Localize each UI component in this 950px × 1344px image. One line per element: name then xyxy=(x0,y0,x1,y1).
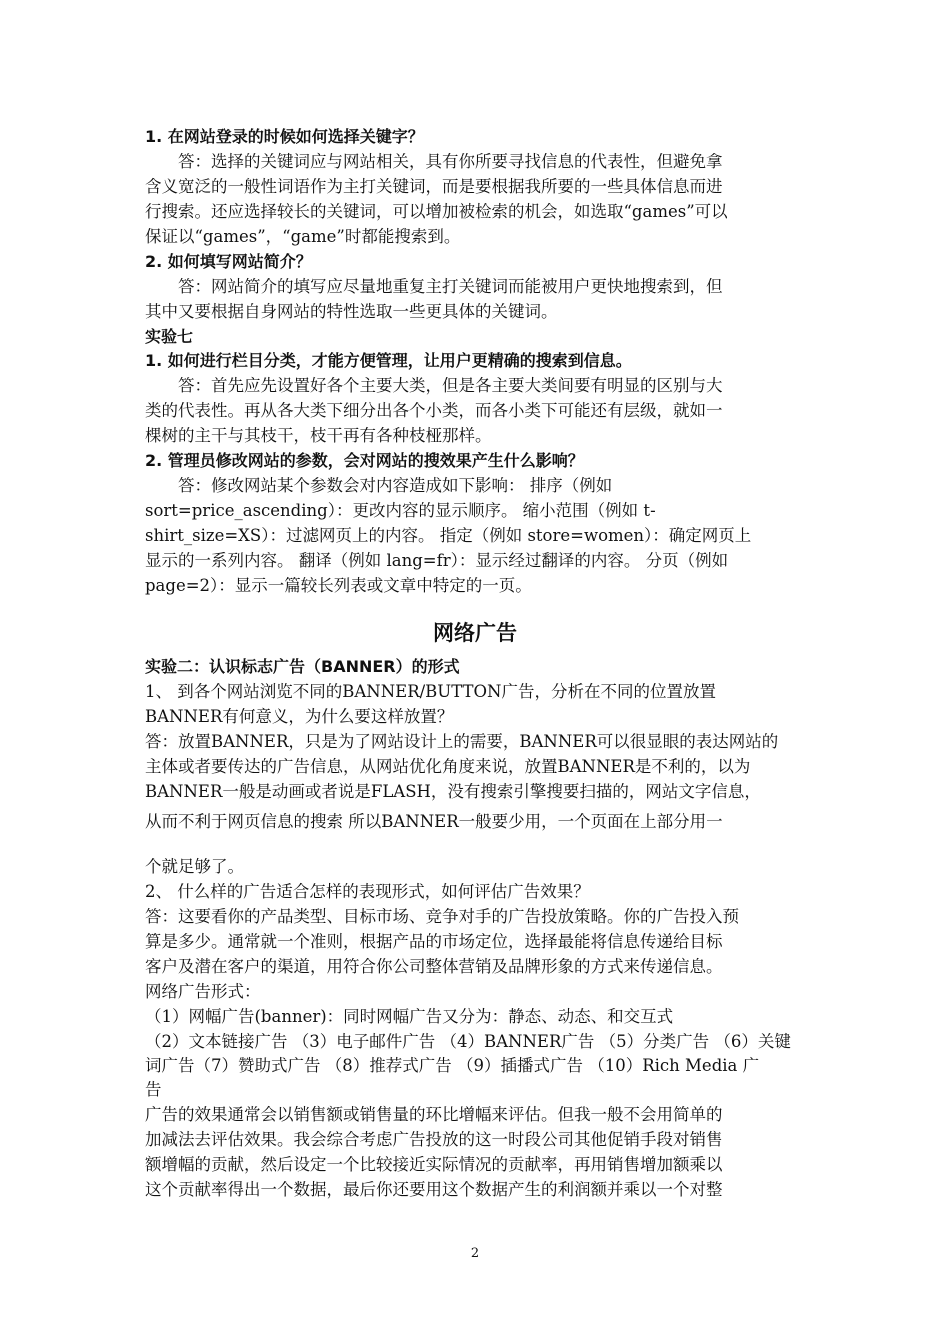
question-heading: 1. 在网站登录的时候如何选择关键字？ xyxy=(145,127,424,146)
answer-text: 从而不利于网页信息的搜索 所以BANNER一般要少用，一个页面在上部分用一 xyxy=(145,812,723,831)
answer-text: 答：选择的关键词应与网站相关，具有你所要寻找信息的代表性，但避免拿 xyxy=(178,152,723,171)
page-number: 2 xyxy=(470,1246,480,1261)
answer-text: 告 xyxy=(145,1080,162,1099)
answer-text: （2）文本链接广告 （3）电子邮件广告 （4）BANNER广告 （5）分类广告 （6）关键 xyxy=(145,1032,791,1051)
experiment-heading: 实验二：认识标志广告（BANNER）的形式 xyxy=(145,657,460,676)
answer-text: 类的代表性。再从各大类下细分出各个小类，而各小类下可能还有层级，就如一 xyxy=(145,401,723,420)
answer-text: 这个贡献率得出一个数据，最后你还要用这个数据产生的利润额并乘以一个对整 xyxy=(145,1180,723,1199)
question-heading: 2. 管理员修改网站的参数，会对网站的搜效果产生什么影响？ xyxy=(145,451,584,470)
answer-text: 答：放置BANNER，只是为了网站设计上的需要，BANNER可以很显眼的表达网站的 xyxy=(145,732,779,751)
answer-text: 显示的一系列内容。 翻译（例如 lang=fr）：显示经过翻译的内容。 分页（例如 xyxy=(145,551,729,570)
answer-text: 棵树的主干与其枝干，枝干再有各种枝桠那样。 xyxy=(145,426,492,445)
answer-text: 网络广告形式： xyxy=(145,982,261,1001)
answer-text: 保证以“games”，“game”时都能搜索到。 xyxy=(145,227,461,246)
answer-text: 含义宽泛的一般性词语作为主打关键词，而是要根据我所要的一些具体信息而进 xyxy=(145,177,723,196)
answer-text: 加减法去评估效果。我会综合考虑广告投放的这一时段公司其他促销手段对销售 xyxy=(145,1130,723,1149)
answer-text: 广告的效果通常会以销售额或销售量的环比增幅来评估。但我一般不会用简单的 xyxy=(145,1105,723,1124)
answer-text: BANNER一般是动画或者说是FLASH，没有搜索引擎搜要扫描的，网站文字信息， xyxy=(145,782,761,801)
question-text: 1、 到各个网站浏览不同的BANNER/BUTTON广告，分析在不同的位置放置 xyxy=(145,682,716,701)
answer-text: （1）网幅广告(banner)：同时网幅广告又分为：静态、动态、和交互式 xyxy=(145,1007,674,1026)
answer-text: 行搜索。还应选择较长的关键词，可以增加被检索的机会，如选取“games”可以 xyxy=(145,202,728,221)
question-text: 2、 什么样的广告适合怎样的表现形式，如何评估广告效果？ xyxy=(145,882,590,901)
answer-text: 答：修改网站某个参数会对内容造成如下影响： 排序（例如 xyxy=(178,476,613,495)
answer-text: sort=price_ascending）：更改内容的显示顺序。 缩小范围（例如 t- xyxy=(145,501,656,520)
answer-text: shirt_size=XS）：过滤网页上的内容。 指定（例如 store=women）：确定网页上 xyxy=(145,526,752,545)
answer-text: 答：首先应先设置好各个主要大类，但是各主要大类间要有明显的区别与大 xyxy=(178,376,723,395)
answer-text: 客户及潜在客户的渠道，用符合你公司整体营销及品牌形象的方式来传递信息。 xyxy=(145,957,723,976)
answer-text: 其中又要根据自身网站的特性选取一些更具体的关键词。 xyxy=(145,302,558,321)
answer-text: 主体或者要传达的广告信息，从网站优化角度来说，放置BANNER是不利的，以为 xyxy=(145,757,751,776)
question-text: BANNER有何意义，为什么要这样放置？ xyxy=(145,707,454,726)
section-title: 网络广告 xyxy=(433,621,517,645)
answer-text: 答：网站简介的填写应尽量地重复主打关键词而能被用户更快地搜索到，但 xyxy=(178,277,723,296)
question-heading: 1. 如何进行栏目分类，才能方便管理，让用户更精确的搜索到信息。 xyxy=(145,351,632,370)
answer-text: 个就足够了。 xyxy=(145,857,244,876)
experiment-heading: 实验七 xyxy=(145,327,194,346)
answer-text: 答：这要看你的产品类型、目标市场、竞争对手的广告投放策略。你的广告投入预 xyxy=(145,907,739,926)
answer-text: 算是多少。通常就一个准则，根据产品的市场定位，选择最能将信息传递给目标 xyxy=(145,932,723,951)
answer-text: page=2）：显示一篇较长列表或文章中特定的一页。 xyxy=(145,576,532,595)
answer-text: 额增幅的贡献，然后设定一个比较接近实际情况的贡献率，再用销售增加额乘以 xyxy=(145,1155,723,1174)
question-heading: 2. 如何填写网站简介？ xyxy=(145,252,312,271)
answer-text: 词广告（7）赞助式广告 （8）推荐式广告 （9）插播式广告 （10）Rich Media 广 xyxy=(145,1056,760,1075)
